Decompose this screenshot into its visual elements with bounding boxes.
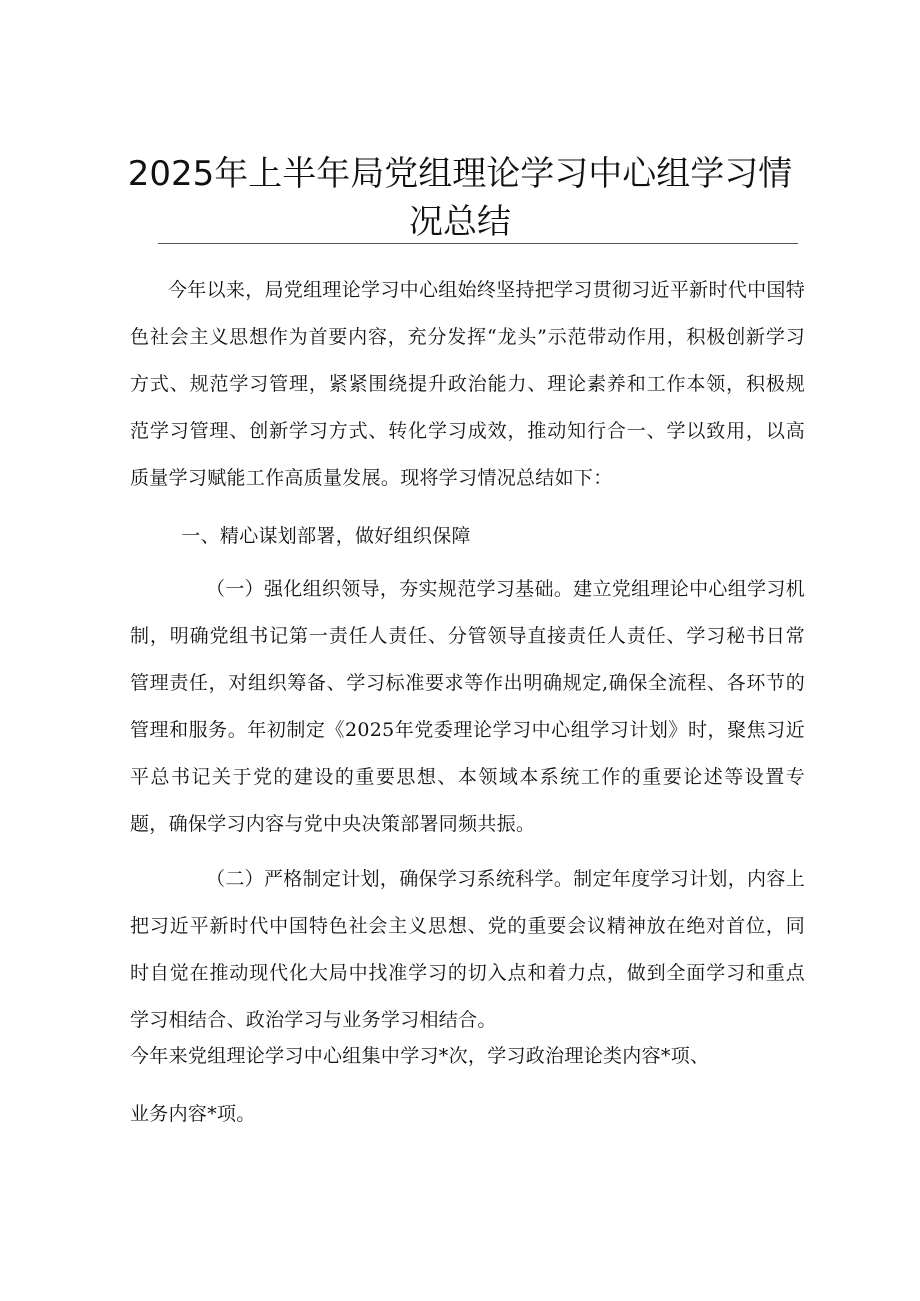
section-item-2: （二）严格制定计划，确保学习系统科学。制定年度学习计划，内容上把习近平新时代中国特色社会主义思想、党的重要会议精神放在绝对首位，同时自觉在推动现代化大局中找准学习的切入点和着力点，做到全面学习和重点学习相结合、政治学习与业务学习相结合。	[130, 868, 805, 1031]
section-heading: 一、精心谋划部署，做好组织保障	[181, 525, 471, 547]
title-underline	[158, 243, 798, 244]
intro-paragraph: 今年以来，局党组理论学习中心组始终坚持把学习贯彻习近平新时代中国特色社会主义思想作为首要内容，充分发挥“龙头”示范带动作用，积极创新学习方式、规范学习管理，紧紧围绕提升政治能力、理论素养和工作本领，积极规范学习管理、创新学习方式、转化学习成效，推动知行合一、学以致用，以高质量学习赋能工作高质量发展。现将学习情况总结如下：	[130, 279, 805, 489]
stats-line-2: 业务内容*项。	[130, 1103, 256, 1125]
document-title-line-1: 2025年上半年局党组理论学习中心组学习情	[127, 154, 793, 194]
section-item-1: （一）强化组织领导，夯实规范学习基础。建立党组理论中心组学习机制，明确党组书记第一责任人责任、分管领导直接责任人责任、学习秘书日常管理责任，对组织筹备、学习标准要求等作出明确规定,确保全流程、各环节的管理和服务。年初制定《2025年党委理论学习中心组学习计划》时，聚焦习近平总书记关于党的建设的重要思想、本领域本系统工作的重要论述等设置专题，确保学习内容与党中央决策部署同频共振。	[130, 578, 805, 835]
document-title-line-2: 况总结	[409, 202, 511, 242]
stats-line-1: 今年来党组理论学习中心组集中学习*次，学习政治理论类内容*项、	[130, 1045, 710, 1067]
